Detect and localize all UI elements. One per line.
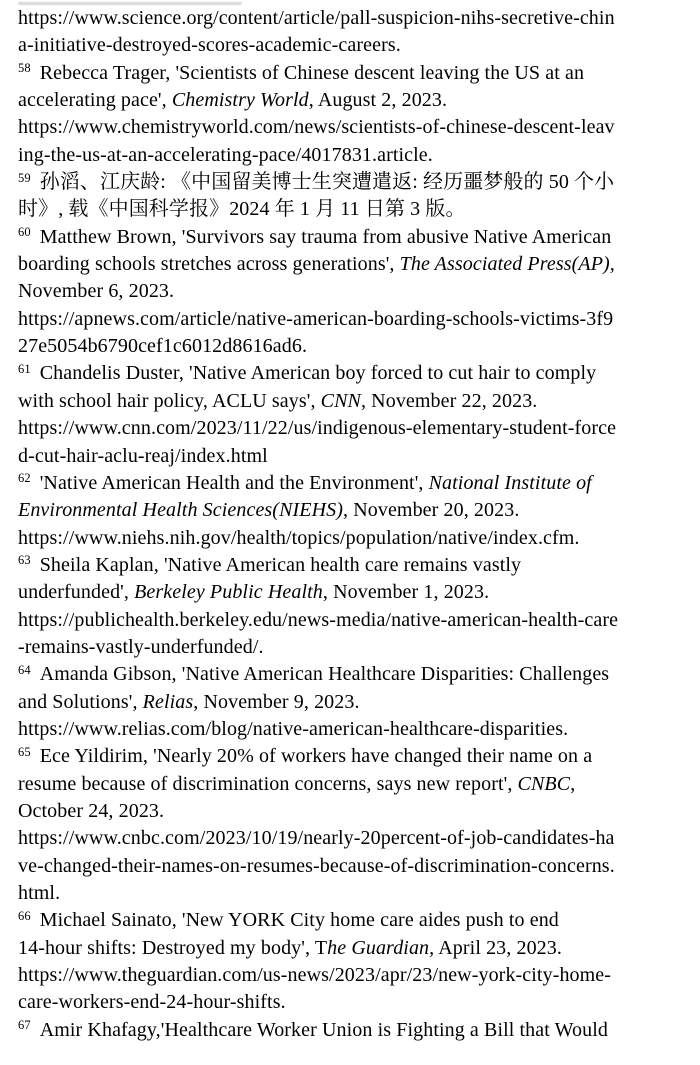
text-line	[18, 415, 686, 442]
text-segment: , November 22, 2023.	[360, 389, 538, 412]
text-segment: , November 20, 2023.	[343, 499, 520, 522]
text-segment: Ece Yildirim, 'Nearly 20% of workers have changed their name on a	[39, 745, 593, 768]
publication-name: CNBC	[517, 772, 571, 795]
text-segment: 14-hour shifts: Destroyed my body', T	[18, 936, 328, 959]
text-segment: ing-the-us-at-an-accelerating-pace/4017831.article.	[18, 143, 433, 166]
text-segment: 'Native American Health and the Environment',	[39, 471, 429, 494]
text-line	[18, 989, 686, 1016]
text-line	[18, 825, 686, 852]
text-segment: https://www.cnn.com/2023/11/22/us/indigenous-elementary-student-force	[18, 417, 617, 440]
publication-name: Berkeley Public Health	[134, 581, 323, 604]
text-segment: -remains-vastly-underfunded/.	[18, 635, 264, 658]
footnote-number: 64	[18, 662, 31, 677]
footnote-number: 61	[18, 361, 31, 376]
text-line	[18, 169, 686, 196]
footnote-number: 63	[18, 553, 31, 568]
text-line	[18, 962, 686, 989]
publication-name: CNN	[320, 389, 361, 412]
publication-name: The Associated Press(AP),	[399, 253, 615, 276]
text-segment: html.	[18, 882, 61, 904]
text-line	[18, 743, 686, 770]
text-segment: care-workers-end-24-hour-shifts.	[18, 991, 286, 1014]
text-segment: Amir Khafagy,'Healthcare Worker Union is Fighting a Bill that Would	[39, 1018, 608, 1041]
text-segment: Amanda Gibson, 'Native American Healthcare Disparities: Challenges	[39, 663, 610, 686]
text-segment: November 6, 2023.	[18, 280, 175, 303]
text-line	[18, 142, 686, 169]
footnote-number: 58	[18, 61, 31, 76]
text-segment: with school hair policy, ACLU says',	[18, 389, 321, 412]
footnote-number: 67	[18, 1018, 31, 1033]
text-segment: April 23, 2023.	[434, 936, 562, 959]
text-segment: Chandelis Duster, 'Native American boy forced to cut hair to comply	[39, 362, 597, 385]
text-segment: https://apnews.com/article/native-american-boarding-schools-victims-3f9	[18, 307, 614, 330]
text-segment: a-initiative-destroyed-scores-academic-careers.	[18, 34, 401, 57]
text-line	[18, 853, 686, 880]
text-line	[18, 689, 686, 716]
text-line	[18, 306, 686, 333]
text-segment: resume because of discrimination concerns, says new report',	[18, 772, 518, 795]
text-line	[18, 251, 686, 278]
footnote-number: 60	[18, 225, 31, 240]
text-segment: https://www.theguardian.com/us-news/2023/apr/23/new-york-city-home-	[18, 964, 612, 987]
text-line	[18, 552, 686, 579]
footnote-number: 66	[18, 908, 31, 923]
text-line	[18, 470, 686, 497]
text-line	[18, 224, 686, 251]
text-segment: boarding schools stretches across generations',	[18, 253, 400, 276]
text-line	[18, 716, 686, 743]
publication-name: Relias	[142, 690, 194, 713]
text-segment: October 24, 2023.	[18, 799, 165, 822]
publication-name: National Institute of	[428, 471, 592, 494]
text-line	[18, 798, 686, 825]
footnote-number: 65	[18, 744, 31, 759]
publication-name: Chemistry World	[171, 89, 309, 112]
text-segment: https://www.cnbc.com/2023/10/19/nearly-20percent-of-job-candidates-ha	[18, 827, 615, 850]
text-segment: , November 1, 2023.	[322, 581, 490, 604]
text-line	[18, 771, 686, 798]
text-line	[18, 935, 686, 962]
text-line	[18, 525, 686, 552]
text-segment: 时》, 载《中国科学报》2024 年 1 月 11 日第 3 版。	[18, 198, 466, 221]
text-line	[18, 360, 686, 387]
text-segment: https://www.relias.com/blog/native-american-healthcare-disparities.	[18, 717, 569, 740]
text-segment: accelerating pace',	[18, 89, 172, 112]
text-segment: ,	[570, 772, 576, 795]
text-line	[18, 443, 686, 470]
text-segment: 孙滔、江庆龄: 《中国留美博士生突遭遣返: 经历噩梦般的 50 个小	[39, 171, 615, 194]
publication-name: Environmental Health Sciences(NIEHS)	[18, 499, 343, 522]
text-line	[18, 196, 686, 223]
text-line	[18, 32, 686, 59]
text-line	[18, 907, 686, 934]
text-line	[18, 87, 686, 114]
text-line	[18, 607, 686, 634]
text-segment: ve-changed-their-names-on-resumes-because-of-discrimination-concerns.	[18, 854, 615, 877]
text-line	[18, 114, 686, 141]
text-segment: d-cut-hair-aclu-reaj/index.html	[18, 444, 268, 467]
text-line	[18, 60, 686, 87]
text-segment: Michael Sainato, 'New YORK City home care aides push to end	[39, 909, 559, 932]
text-line	[18, 579, 686, 606]
text-segment: https://www.niehs.nih.gov/health/topics/population/native/index.cfm.	[18, 526, 580, 549]
publication-name: he Guardian,	[327, 936, 435, 959]
text-segment: https://publichealth.berkeley.edu/news-media/native-american-health-care	[18, 608, 619, 631]
text-line	[18, 5, 686, 32]
footnote-number: 59	[18, 170, 31, 185]
text-segment: and Solutions',	[18, 690, 143, 713]
text-segment: , November 9, 2023.	[193, 690, 360, 713]
text-line	[18, 1017, 686, 1044]
text-segment: https://www.chemistryworld.com/news/scientists-of-chinese-descent-leav	[18, 116, 615, 139]
text-line	[18, 661, 686, 688]
text-line	[18, 333, 686, 360]
text-line	[18, 497, 686, 524]
text-segment: underfunded',	[18, 581, 135, 604]
text-segment: Rebecca Trager, 'Scientists of Chinese descent leaving the US at an	[39, 61, 585, 84]
footnote-number: 62	[18, 471, 31, 486]
text-line	[18, 278, 686, 305]
text-line	[18, 880, 686, 907]
text-segment: 27e5054b6790cef1c6012d8616ad6.	[18, 335, 308, 358]
text-line	[18, 634, 686, 661]
text-segment: Matthew Brown, 'Survivors say trauma from abusive Native American	[39, 225, 612, 248]
text-line	[18, 388, 686, 415]
text-segment: Sheila Kaplan, 'Native American health care remains vastly	[39, 553, 522, 576]
text-segment: , August 2, 2023.	[308, 89, 448, 112]
text-segment: https://www.science.org/content/article/pall-suspicion-nihs-secretive-chin	[18, 7, 615, 29]
